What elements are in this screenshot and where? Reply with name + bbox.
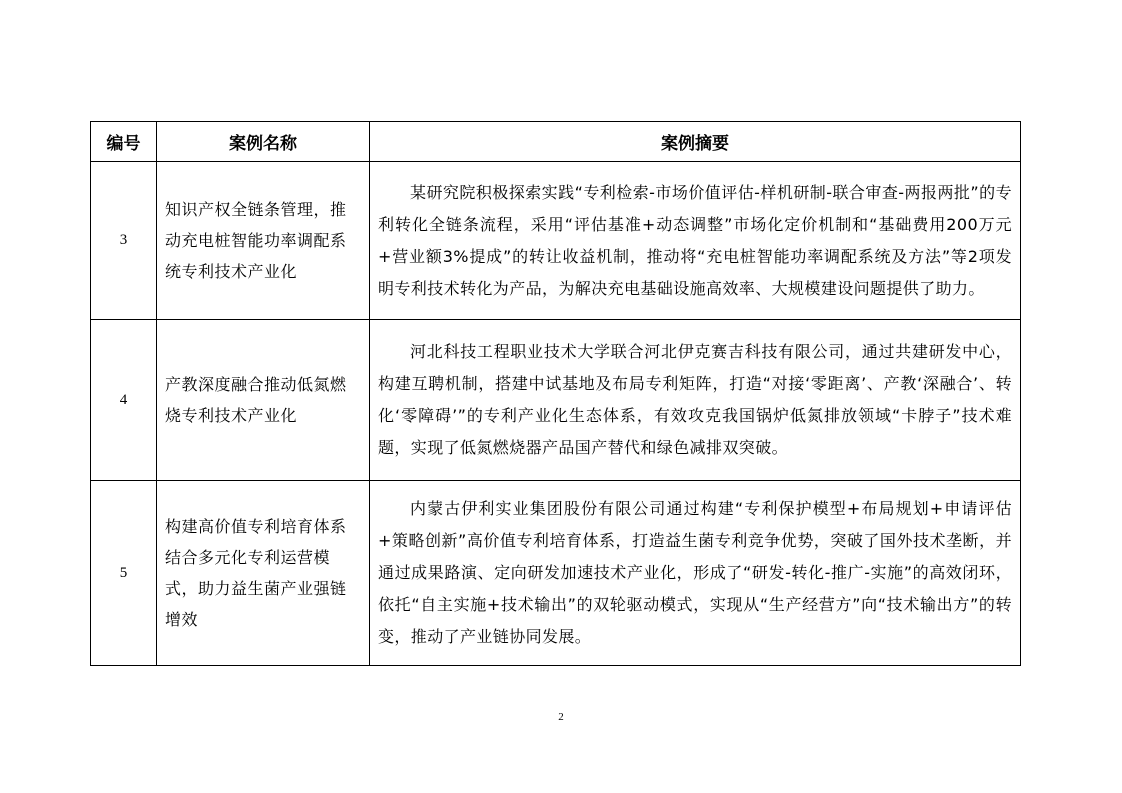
- case-number: 5: [91, 481, 157, 666]
- table-row: [91, 481, 1021, 666]
- case-table: [90, 121, 1021, 666]
- page-number: 2: [558, 711, 564, 723]
- table-row: [91, 320, 1021, 481]
- case-summary-text: 某研究院积极探索实践“专利检索-市场价值评估-样机研制-联合审查-两报两批”的专利转化全链条流程，采用“评估基准+动态调整”市场化定价机制和“基础费用200万元+营业额3%提成”的转让收益机制，推动将“充电桩智能功率调配系统及方法”等2项发明专利技术转化为产品，为解决充电基础设施高效率、大规模建设问题提供了助力。: [378, 182, 1012, 298]
- case-number: 3: [91, 162, 157, 320]
- case-name: 知识产权全链条管理，推动充电桩智能功率调配系统专利技术产业化: [157, 162, 370, 320]
- case-name: 构建高价值专利培育体系结合多元化专利运营模式，助力益生菌产业强链增效: [157, 481, 370, 666]
- header-number: 编号: [91, 122, 157, 162]
- case-summary: [370, 162, 1021, 320]
- header-name: 案例名称: [157, 122, 370, 162]
- header-row: [91, 122, 1021, 162]
- case-name: 产教深度融合推动低氮燃烧专利技术产业化: [157, 320, 370, 481]
- case-summary: [370, 481, 1021, 666]
- case-summary: [370, 320, 1021, 481]
- header-summary: 案例摘要: [370, 122, 1021, 162]
- case-summary-text: 内蒙古伊利实业集团股份有限公司通过构建“专利保护模型+布局规划+申请评估+策略创新”高价值专利培育体系，打造益生菌专利竞争优势，突破了国外技术垄断，并通过成果路演、定向研发加速技术产业化，形成了“研发-转化-推广-实施”的高效闭环，依托“自主实施+技术输出”的双轮驱动模式，实现从“生产经营方”向“技术输出方”的转变，推动了产业链协同发展。: [378, 499, 1012, 646]
- case-number: 4: [91, 320, 157, 481]
- case-summary-text: 河北科技工程职业技术大学联合河北伊克赛吉科技有限公司，通过共建研发中心，构建互聘机制，搭建中试基地及布局专利矩阵，打造“对接‘零距离’、产教‘深融合’、转化‘零障碍’”的专利产业化生态体系，有效攻克我国锅炉低氮排放领域“卡脖子”技术难题，实现了低氮燃烧器产品国产替代和绿色减排双突破。: [378, 342, 1012, 457]
- table-row: [91, 162, 1021, 320]
